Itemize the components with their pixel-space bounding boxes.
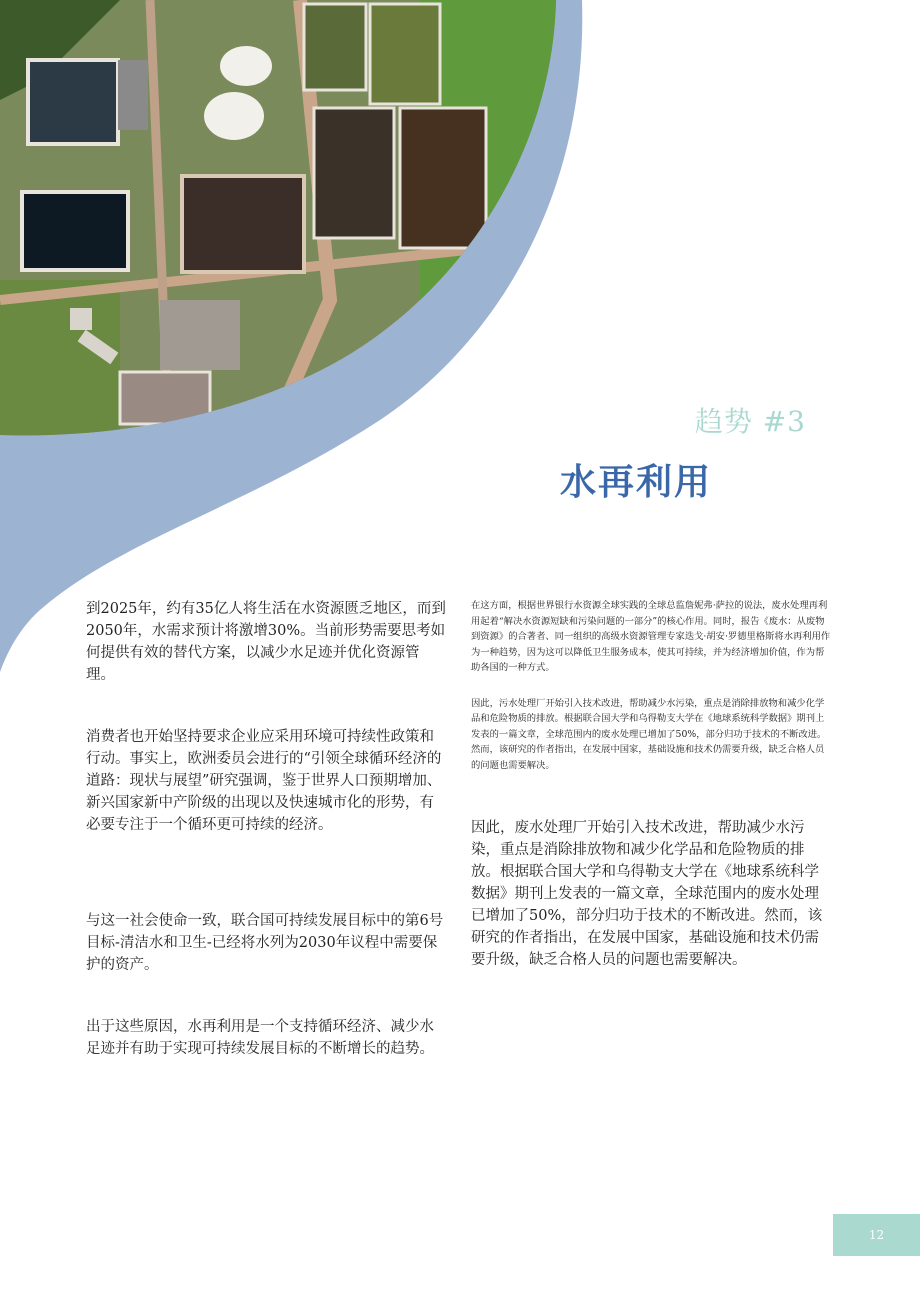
left-paragraph-4: 出于这些原因，水再利用是一个支持循环经济、减少水足迹并有助于实现可持续发展目标的不断增长的趋势。	[86, 1019, 434, 1057]
left-paragraph-1: 到2025年，约有35亿人将生活在水资源匮乏地区，而到2050年，水需求预计将激增30%。当前形势需要思考如何提供有效的替代方案，以减少水足迹并优化资源管理。	[86, 601, 446, 683]
page-number: 12	[833, 1214, 920, 1256]
left-paragraph-2: 消费者也开始坚持要求企业应采用环境可持续性政策和行动。事实上，欧洲委员会进行的“引领全球循环经济的道路：现状与展望”研究强调，鉴于世界人口预期增加、新兴国家新中产阶级的出现以及快速城市化的形势，有必要专注于一个循环更可持续的经济。	[86, 729, 442, 833]
right-column	[471, 598, 833, 971]
right-small-paragraph-1: 在这方面，根据世界银行水资源全球实践的全球总监詹妮弗·萨拉的说法，废水处理再利用起着“解决水资源短缺和污染问题的一部分”的核心作用。同时，报告《废水：从废物到资源》的合著者、同一组织的高级水资源管理专家迭戈·胡安·罗德里格斯将水再利用作为一种趋势，因为这可以降低卫生服务成本，使其可持续，并为经济增加价值，作为帮助各国的一种方式。	[471, 600, 831, 673]
trend-label: 趋势 #3	[694, 405, 806, 438]
left-column	[86, 598, 446, 1060]
right-small-paragraph-2: 因此，污水处理厂开始引入技术改进，帮助减少水污染，重点是消除排放物和减少化学品和危险物质的排放。根据联合国大学和乌得勒支大学在《地球系统科学数据》期刊上发表的一篇文章，全球范围内的废水处理已增加了50%，部分归功于技术的不断改进。然而，该研究的作者指出，在发展中国家，基础设施和技术仍需要升级，缺乏合格人员的问题也需要解决。	[471, 697, 827, 771]
left-paragraph-3: 与这一社会使命一致，联合国可持续发展目标中的第6号目标-清洁水和卫生-已经将水列为2030年议程中需要保护的资产。	[86, 913, 444, 973]
right-large-paragraph: 因此，废水处理厂开始引入技术改进，帮助减少水污染，重点是消除排放物和减少化学品和危险物质的排放。根据联合国大学和乌得勒支大学在《地球系统科学数据》期刊上发表的一篇文章，全球范围内的废水处理已增加了50%，部分归功于技术的不断改进。然而，该研究的作者指出，在发展中国家，基础设施和技术仍需要升级，缺乏合格人员的问题也需要解决。	[471, 820, 823, 968]
page-title: 水再利用	[559, 462, 712, 503]
